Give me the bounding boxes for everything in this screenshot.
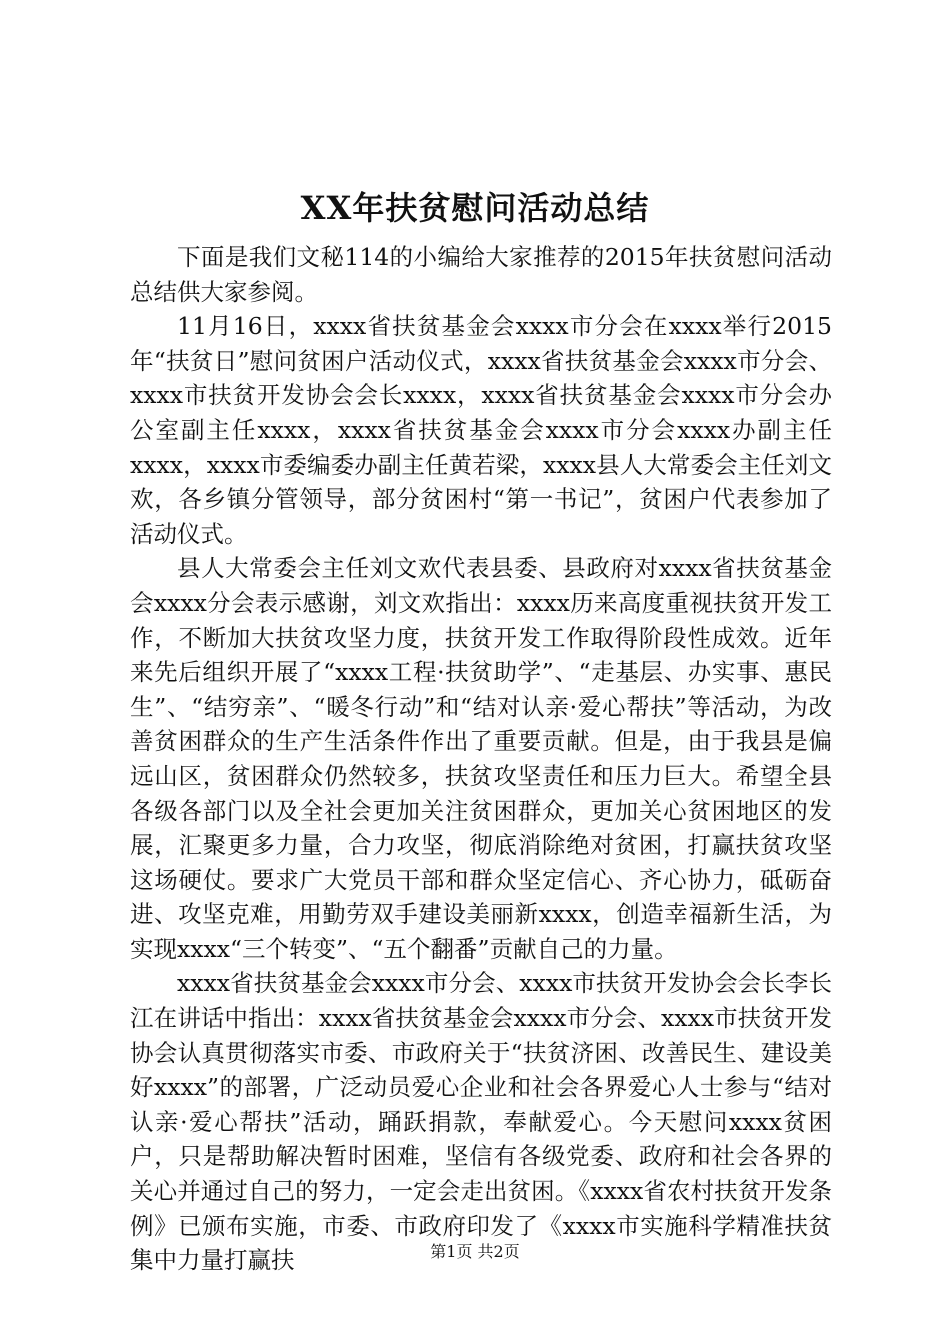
paragraph: xxxx省扶贫基金会xxxx市分会、xxxx市扶贫开发协会会长李长江在讲话中指出：xxxx省扶贫基金会xxxx市分会、xxxx市扶贫开发协会认真贯彻落实市委、市政府关于“扶贫济困、改善民生、建设美好xxxx”的部署，广泛动员爱心企业和社会各界爱心人士参与“结对认亲·爱心帮扶”活动，踊跃捐款，奉献爱心。今天慰问xxxx贫困户，只是帮助解决暂时困难，坚信有各级党委、政府和社会各界的关心并通过自己的努力，一定会走出贫困。《xxxx省农村扶贫开发条例》已颁布实施，市委、市政府印发了《xxxx市实施科学精准扶贫集中力量打赢扶 (130, 969, 832, 1275)
paragraph: 11月16日，xxxx省扶贫基金会xxxx市分会在xxxx举行2015年“扶贫日”慰问贫困户活动仪式，xxxx省扶贫基金会xxxx市分会、xxxx市扶贫开发协会会长xxxx，xxxx省扶贫基金会xxxx市分会办公室副主任xxxx，xxxx省扶贫基金会xxxx市分会xxxx办副主任xxxx，xxxx市委编委办副主任黄若梁，xxxx县人大常委会主任刘文欢，各乡镇分管领导，部分贫困村“第一书记”，贫困户代表参加了活动仪式。 (130, 312, 832, 548)
page-number-footer: 第1页 共2页 (430, 1242, 520, 1261)
paragraph: 县人大常委会主任刘文欢代表县委、县政府对xxxx省扶贫基金会xxxx分会表示感谢，刘文欢指出：xxxx历来高度重视扶贫开发工作，不断加大扶贫攻坚力度，扶贫开发工作取得阶段性成效。近年来先后组织开展了“xxxx工程·扶贫助学”、“走基层、办实事、惠民生”、“结穷亲”、“暖冬行动”和“结对认亲·爱心帮扶”等活动，为改善贫困群众的生产生活条件作出了重要贡献。但是，由于我县是偏远山区，贫困群众仍然较多，扶贫攻坚责任和压力巨大。希望全县各级各部门以及全社会更加关注贫困群众，更加关心贫困地区的发展，汇聚更多力量，合力攻坚，彻底消除绝对贫困，打赢扶贫攻坚这场硬仗。要求广大党员干部和群众坚定信心、齐心协力，砥砺奋进、攻坚克难，用勤劳双手建设美丽新xxxx，创造幸福新生活，为实现xxxx“三个转变”、“五个翻番”贡献自己的力量。 (130, 554, 832, 963)
document-title: XX年扶贫慰问活动总结 (300, 189, 650, 227)
paragraph: 下面是我们文秘114的小编给大家推荐的2015年扶贫慰问活动总结供大家参阅。 (130, 243, 832, 306)
document-body (130, 240, 832, 1278)
